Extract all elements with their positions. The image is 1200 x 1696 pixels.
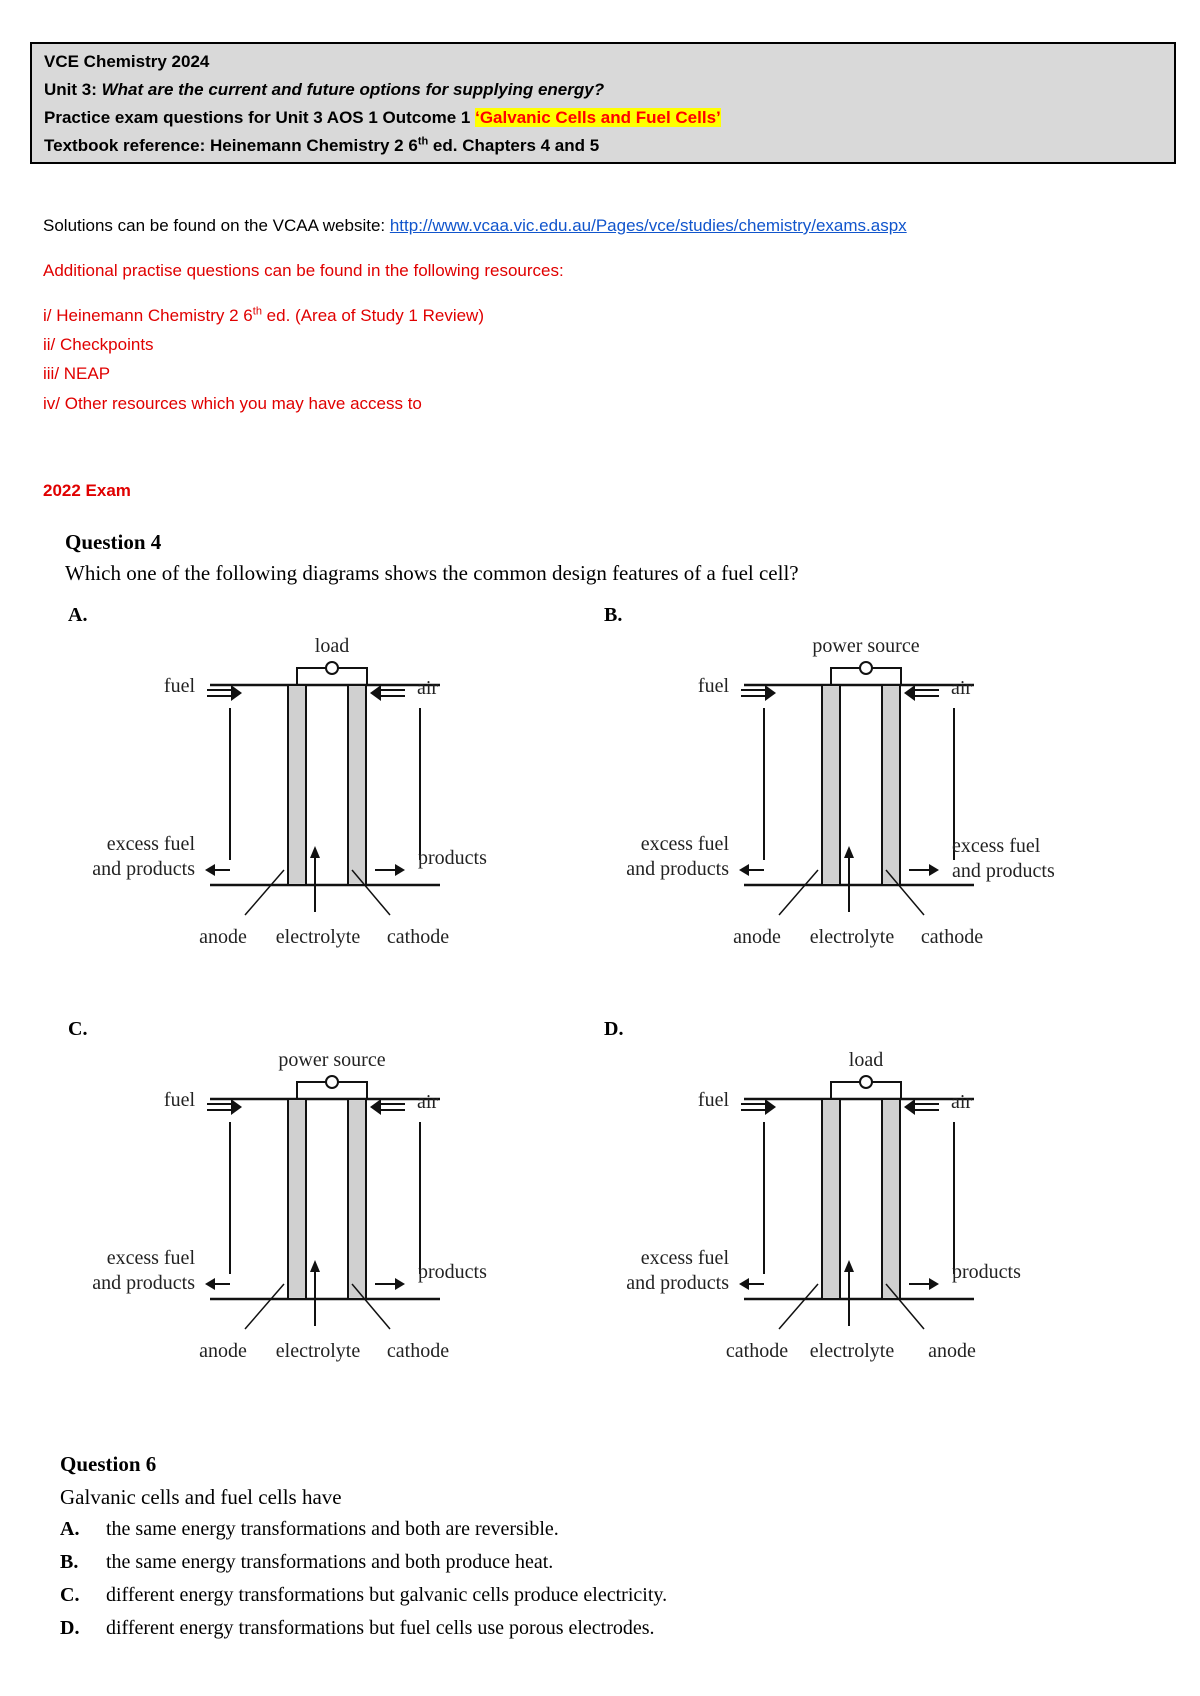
q4-option-d-letter: D. [604,1018,624,1040]
air-inlet-arrow-head [370,1099,381,1115]
q6-option-b-text: the same energy transformations and both produce heat. [106,1551,554,1573]
right-pointer-line [886,870,924,915]
left-electrode-label: cathode [725,1340,789,1362]
right-outlet-arrow-head [395,1278,405,1290]
resource-item-1-prefix: i/ Heinemann Chemistry 2 6 [43,306,253,325]
fuel-inlet-label: fuel [163,1089,195,1111]
air-inlet-label: air [951,1091,973,1113]
unit-prefix: Unit 3: [44,80,102,99]
electrolyte-pointer-head [844,1260,854,1272]
electrolyte-label: electrolyte [275,1340,361,1362]
fuel-cell-diagram-b [604,630,1134,950]
electrolyte-pointer-head [844,846,854,858]
left-outlet-arrow-head [739,1278,749,1290]
left-outlet-label-2: and products [626,858,729,880]
electrolyte-pointer-head [310,846,320,858]
q6-option-b [60,1551,553,1574]
air-inlet-arrow-head [904,1099,915,1115]
solutions-text: Solutions can be found on the VCAA website: [43,216,390,235]
left-electrode [288,685,306,885]
vcaa-link[interactable]: http://www.vcaa.vic.edu.au/Pages/vce/studies/chemistry/exams.aspx [389,216,907,235]
left-outlet-label-1: excess fuel [640,1247,729,1269]
q6-option-c-text: different energy transformations but galvanic cells produce electricity. [106,1584,668,1606]
circuit-component-icon [860,662,872,674]
exam-label: 2022 Exam [43,481,131,500]
right-outlet-arrow-head [929,1278,939,1290]
resource-item-1 [43,306,484,326]
header-box [30,42,1176,164]
additional-intro: Additional practise questions can be found in the following resources: [43,261,564,280]
circuit-component-icon [860,1076,872,1088]
left-pointer-line [245,870,284,915]
right-electrode-label: cathode [386,926,450,948]
q6-title: Question 6 [60,1452,157,1476]
q6-option-b-letter: B. [60,1551,79,1573]
left-pointer-line [779,870,818,915]
left-outlet-label-2: and products [92,1272,195,1294]
unit-question: What are the current and future options for supplying energy? [101,80,605,99]
top-component-label: load [314,635,350,657]
left-outlet-label-1: excess fuel [106,833,195,855]
air-inlet-arrow-head [904,685,915,701]
right-outlet-label-1: excess fuel [952,835,1041,857]
electrolyte-label: electrolyte [809,926,895,948]
textbook-reference [44,132,1162,160]
circuit-component-icon [326,662,338,674]
right-electrode [348,1099,366,1299]
electrolyte-pointer-head [310,1260,320,1272]
left-electrode [822,1099,840,1299]
q6-stem: Galvanic cells and fuel cells have [60,1485,342,1509]
air-inlet-arrow-head [370,685,381,701]
right-electrode-label: cathode [920,926,984,948]
left-electrode [822,685,840,885]
practice-title [44,104,1162,132]
q6-option-c [60,1584,667,1607]
fuel-inlet-label: fuel [697,675,729,697]
practice-prefix: Practice exam questions for Unit 3 AOS 1 Outcome 1 [44,108,476,127]
left-outlet-label-1: excess fuel [106,1247,195,1269]
electrolyte-label: electrolyte [809,1340,895,1362]
left-outlet-label-2: and products [626,1272,729,1294]
left-electrode-label: anode [199,926,247,948]
q6-option-a [60,1518,559,1541]
right-electrode [882,685,900,885]
right-outlet-label: products [418,847,487,869]
textbook-suffix: ed. Chapters 4 and 5 [428,136,600,155]
right-outlet-arrow-head [929,864,939,876]
resource-item-2: ii/ Checkpoints [43,335,154,354]
resource-item-4: iv/ Other resources which you may have access to [43,394,422,413]
q6-option-c-letter: C. [60,1584,80,1606]
right-electrode-label: cathode [386,1340,450,1362]
fuel-inlet-arrow-head [231,1099,242,1115]
top-component-label: power source [278,1049,386,1071]
unit-title [44,76,1162,104]
fuel-inlet-label: fuel [697,1089,729,1111]
q4-option-b-letter: B. [604,604,623,626]
air-inlet-label: air [417,1091,439,1113]
right-electrode [348,685,366,885]
fuel-cell-diagram-a [70,630,560,950]
right-outlet-label: products [952,1261,1021,1283]
q6-option-d-text: different energy transformations but fuel cells use porous electrodes. [106,1617,655,1639]
topic-highlight: ‘Galvanic Cells and Fuel Cells’ [475,108,721,127]
left-electrode-label: anode [199,1340,247,1362]
left-pointer-line [245,1284,284,1329]
textbook-sup: th [417,135,429,148]
textbook-prefix: Textbook reference: Heinemann Chemistry 2 6 [44,136,418,155]
q4-option-a-letter: A. [68,604,88,626]
right-pointer-line [352,870,390,915]
left-outlet-arrow-head [205,864,215,876]
left-electrode-label: anode [733,926,781,948]
fuel-inlet-arrow-head [765,685,776,701]
right-outlet-arrow-head [395,864,405,876]
fuel-inlet-arrow-head [231,685,242,701]
q6-option-a-letter: A. [60,1518,80,1540]
fuel-inlet-label: fuel [163,675,195,697]
top-component-label: load [848,1049,884,1071]
right-outlet-label: products [418,1261,487,1283]
electrolyte-label: electrolyte [275,926,361,948]
circuit-component-icon [326,1076,338,1088]
course-title: VCE Chemistry 2024 [44,52,210,71]
left-outlet-label-2: and products [92,858,195,880]
fuel-cell-diagram-c [70,1044,560,1364]
left-outlet-arrow-head [739,864,749,876]
right-outlet-label-2: and products [952,860,1055,882]
q6-option-a-text: the same energy transformations and both are reversible. [106,1518,559,1540]
q4-title: Question 4 [65,530,162,554]
q4-stem: Which one of the following diagrams shows the common design features of a fuel cell? [65,561,799,585]
fuel-inlet-arrow-head [765,1099,776,1115]
left-outlet-arrow-head [205,1278,215,1290]
solutions-line [43,216,907,236]
right-pointer-line [886,1284,924,1329]
q4-option-c-letter: C. [68,1018,88,1040]
top-component-label: power source [812,635,920,657]
left-electrode [288,1099,306,1299]
resource-item-3: iii/ NEAP [43,364,111,383]
q6-option-d-letter: D. [60,1617,80,1639]
air-inlet-label: air [951,677,973,699]
air-inlet-label: air [417,677,439,699]
resource-item-1-sup: th [252,305,262,318]
right-pointer-line [352,1284,390,1329]
left-outlet-label-1: excess fuel [640,833,729,855]
resource-item-1-suffix: ed. (Area of Study 1 Review) [261,306,484,325]
q6-option-d [60,1617,655,1640]
fuel-cell-diagram-d [604,1044,1134,1364]
right-electrode [882,1099,900,1299]
right-electrode-label: anode [928,1340,976,1362]
left-pointer-line [779,1284,818,1329]
